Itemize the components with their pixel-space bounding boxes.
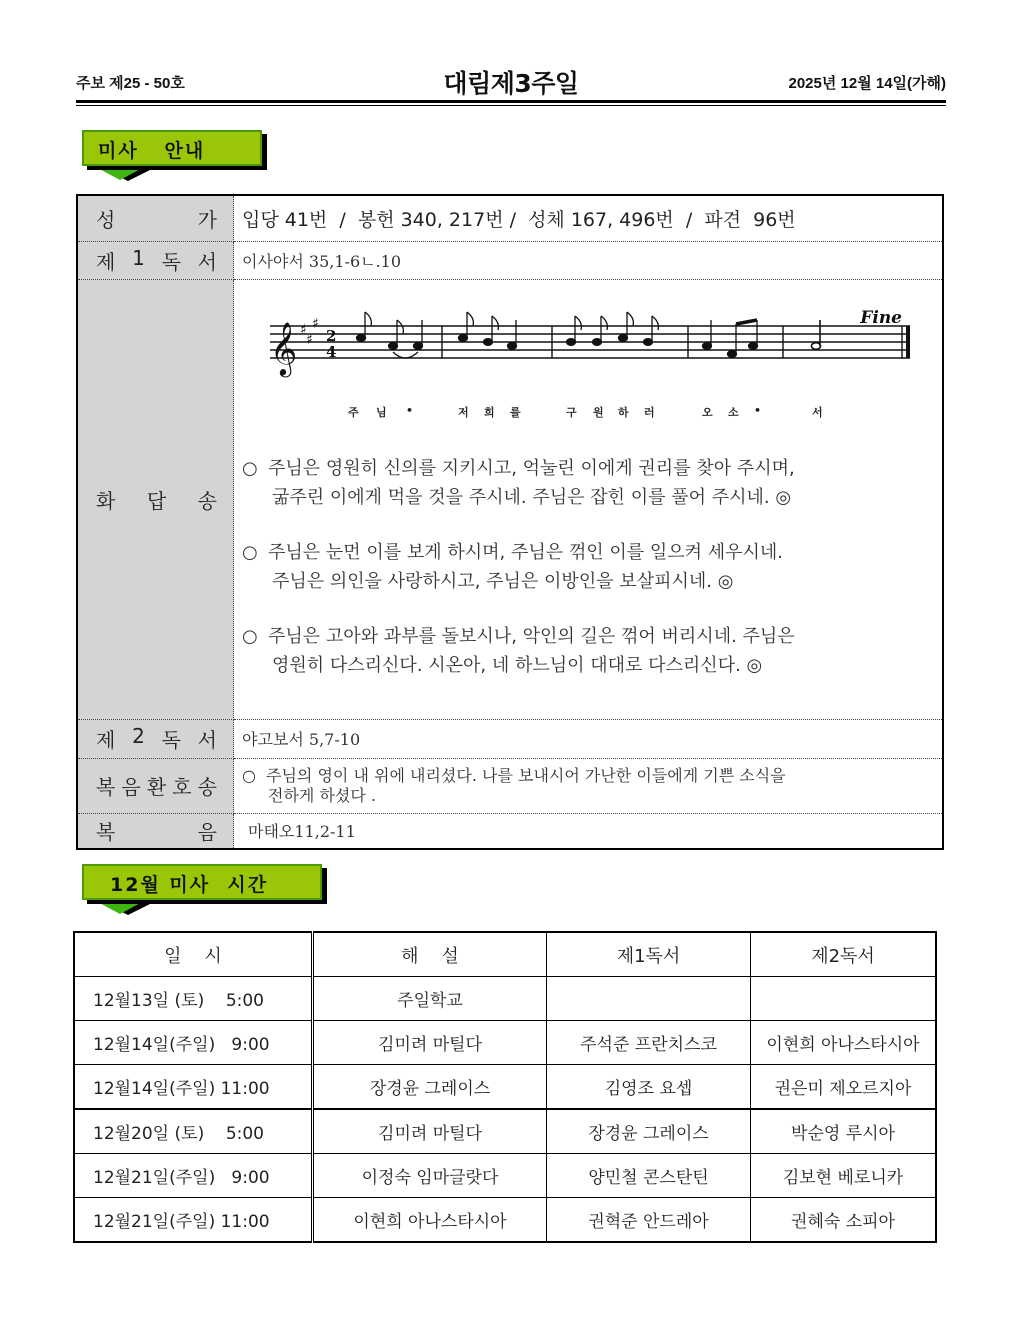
cell-reading2: 권혜숙 소피아: [751, 1198, 937, 1243]
cell-reading1: [547, 977, 751, 1021]
lyric: •: [406, 403, 414, 417]
svg-text:♯: ♯: [300, 321, 307, 338]
verse-line: 주님은 고아와 과부를 돌보시나, 악인의 길은 꺾어 버리시네. 주님은: [268, 625, 795, 647]
label-char: 복: [96, 775, 116, 799]
cell-datetime: 12월13일 (토) 5:00: [74, 977, 313, 1021]
acclamation-text: [242, 766, 942, 806]
cell-reading2: 김보현 베로니카: [751, 1154, 937, 1198]
svg-text:𝄞: 𝄞: [270, 320, 298, 375]
label-char: 제: [96, 728, 116, 752]
cell-commentator: 김미려 마틸다: [313, 1021, 547, 1065]
lyric: •: [754, 403, 762, 417]
svg-text:♯: ♯: [306, 331, 313, 348]
cell-commentator: 이현희 아나스타시아: [313, 1198, 547, 1243]
banner-box: [82, 864, 322, 900]
row-gospel: [77, 813, 943, 849]
label-char: 가: [197, 207, 217, 232]
verse-line: 굶주린 이에게 먹을 것을 주시네. 주님은 잡힌 이를 풀어 주시네. ◎: [272, 486, 792, 508]
mass-guide-table: [76, 194, 944, 850]
svg-text:4: 4: [326, 342, 337, 361]
row-gospel-acclamation: [77, 758, 943, 813]
banner-box: [82, 130, 262, 166]
cell-datetime: 12월14일(주일) 9:00: [74, 1021, 313, 1065]
lyric: 오: [702, 405, 713, 419]
down-arrow-icon: [94, 166, 146, 180]
cell-datetime: 12월21일(주일) 9:00: [74, 1154, 313, 1198]
label-char: 화: [96, 488, 116, 513]
table-row: [74, 1154, 936, 1198]
mass-guide-banner: [78, 130, 263, 178]
schedule-banner: [78, 864, 328, 912]
cell-commentator: 주일학교: [313, 977, 547, 1021]
label-char: 서: [197, 249, 217, 274]
label-gospel: [77, 813, 234, 849]
lyric: 러: [644, 405, 655, 419]
down-arrow-icon: [94, 900, 146, 914]
cell-commentator: 이정숙 임마글랏다: [313, 1154, 547, 1198]
lyric: 구: [566, 405, 577, 419]
lyric: 서: [812, 405, 823, 419]
table-row: [74, 1065, 936, 1110]
acclamation-line: 주님의 영이 내 위에 내리셨다. 나를 보내시어 가난한 이들에게 기쁜 소식을: [266, 765, 786, 785]
lyric: 님: [376, 405, 387, 419]
col-header-reading1: 제1독서: [547, 932, 751, 977]
svg-text:2: 2: [326, 326, 337, 345]
psalm-verses: [242, 454, 942, 680]
verse-line: 영원히 다스리신다. 시온아, 네 하느님이 대대로 다스리신다. ◎: [272, 654, 763, 676]
label-char: 송: [197, 775, 217, 799]
acclamation-line: 전하게 하셨다 .: [268, 785, 376, 805]
issue-date: 2025년 12월 14일(가해): [788, 75, 946, 92]
label-char: 답: [146, 488, 167, 513]
label-char: 2: [132, 724, 145, 748]
label-char: 독: [161, 249, 181, 274]
psalm-verse: [242, 454, 942, 512]
issue-number: 주보 제25 - 50호: [76, 75, 185, 92]
header-divider-thick: [76, 100, 946, 103]
circle-bullet-icon: ○: [242, 541, 258, 563]
music-score: [260, 298, 920, 428]
lyric: 저: [458, 405, 469, 419]
bulletin-header: [76, 62, 946, 102]
cell-datetime: 12월20일 (토) 5:00: [74, 1109, 313, 1154]
cell-reading1: 양민철 콘스탄틴: [547, 1154, 751, 1198]
table-row: [74, 1198, 936, 1243]
cell-reading1: 권혁준 안드레아: [547, 1198, 751, 1243]
col-header-commentator: 해 설: [313, 932, 547, 977]
verse-line: 주님은 눈먼 이를 보게 하시며, 주님은 꺾인 이를 일으켜 세우시네.: [268, 541, 784, 563]
label-gospel-acclamation: [77, 758, 234, 813]
label-char: 환: [146, 775, 167, 799]
circle-bullet-icon: ○: [242, 625, 258, 647]
cell-reading2: 이현희 아나스타시아: [751, 1021, 937, 1065]
row-hymns: [77, 195, 943, 241]
music-staff-icon: [260, 298, 920, 398]
header-divider-thin: [76, 105, 946, 106]
label-psalm: [77, 279, 234, 719]
page-title: 대림제3주일: [443, 69, 579, 98]
banner-label: 12월 미사 시간: [110, 874, 269, 896]
schedule-header-row: [74, 932, 936, 977]
table-row: [74, 977, 936, 1021]
row-reading1: [77, 241, 943, 279]
lyric: 희: [484, 405, 495, 419]
label-char: 송: [197, 488, 217, 513]
psalm-verse: [242, 622, 942, 680]
circle-bullet-icon: ○: [242, 765, 256, 785]
col-header-datetime: 일 시: [74, 932, 313, 977]
reading1-value: 이사야서 35,1-6ㄴ.10: [234, 241, 944, 279]
label-hymns: [77, 195, 234, 241]
cell-reading2: 권은미 제오르지아: [751, 1065, 937, 1110]
row-psalm: [77, 279, 943, 719]
psalm-content: [234, 279, 944, 719]
table-row: [74, 1021, 936, 1065]
lyric: 소: [728, 405, 739, 419]
cell-reading2: [751, 977, 937, 1021]
verse-line: 주님은 영원히 신의를 지키시고, 억눌린 이에게 권리를 찾아 주시며,: [268, 457, 795, 479]
cell-commentator: 김미려 마틸다: [313, 1109, 547, 1154]
lyric: 를: [510, 405, 521, 419]
gospel-acclamation-value: [234, 758, 944, 813]
label-char: 서: [197, 728, 217, 752]
reading2-value: 야고보서 5,7-10: [234, 719, 944, 758]
hymns-text: 입당 41번 / 봉헌 340, 217번 / 성체 167, 496번 / 파견 96번: [242, 208, 796, 231]
label-reading1: [77, 241, 234, 279]
label-char: 호: [172, 775, 192, 799]
lyric: 하: [618, 405, 629, 419]
hymns-value: [234, 195, 944, 241]
mass-schedule-table: [73, 931, 937, 1243]
banner-label: 미사 안내: [98, 140, 206, 162]
cell-reading1: 주석준 프란치스코: [547, 1021, 751, 1065]
table-row: [74, 1109, 936, 1154]
lyric: 주: [348, 405, 359, 419]
label-char: 성: [96, 207, 116, 232]
verse-line: 주님은 의인을 사랑하시고, 주님은 이방인을 보살피시네. ◎: [272, 570, 734, 592]
col-header-reading2: 제2독서: [751, 932, 937, 977]
gospel-value: 마태오11,2-11: [248, 822, 356, 842]
label-reading2: [77, 719, 234, 758]
cell-reading1: 김영조 요셉: [547, 1065, 751, 1110]
svg-text:♯: ♯: [312, 315, 319, 332]
cell-commentator: 장경윤 그레이스: [313, 1065, 547, 1110]
row-reading2: [77, 719, 943, 758]
cell-datetime: 12월21일(주일) 11:00: [74, 1198, 313, 1243]
label-char: 음: [197, 820, 217, 845]
cell-datetime: 12월14일(주일) 11:00: [74, 1065, 313, 1110]
circle-bullet-icon: ○: [242, 457, 258, 479]
psalm-verse: [242, 538, 942, 596]
label-char: 제: [96, 249, 116, 274]
label-char: 독: [161, 728, 181, 752]
label-char: 복: [96, 820, 116, 845]
label-char: 음: [121, 775, 141, 799]
cell-reading1: 장경윤 그레이스: [547, 1109, 751, 1154]
lyric: 원: [593, 405, 604, 419]
cell-reading2: 박순영 루시아: [751, 1109, 937, 1154]
fine-mark: Fine: [860, 307, 902, 328]
label-char: 1: [132, 245, 145, 270]
